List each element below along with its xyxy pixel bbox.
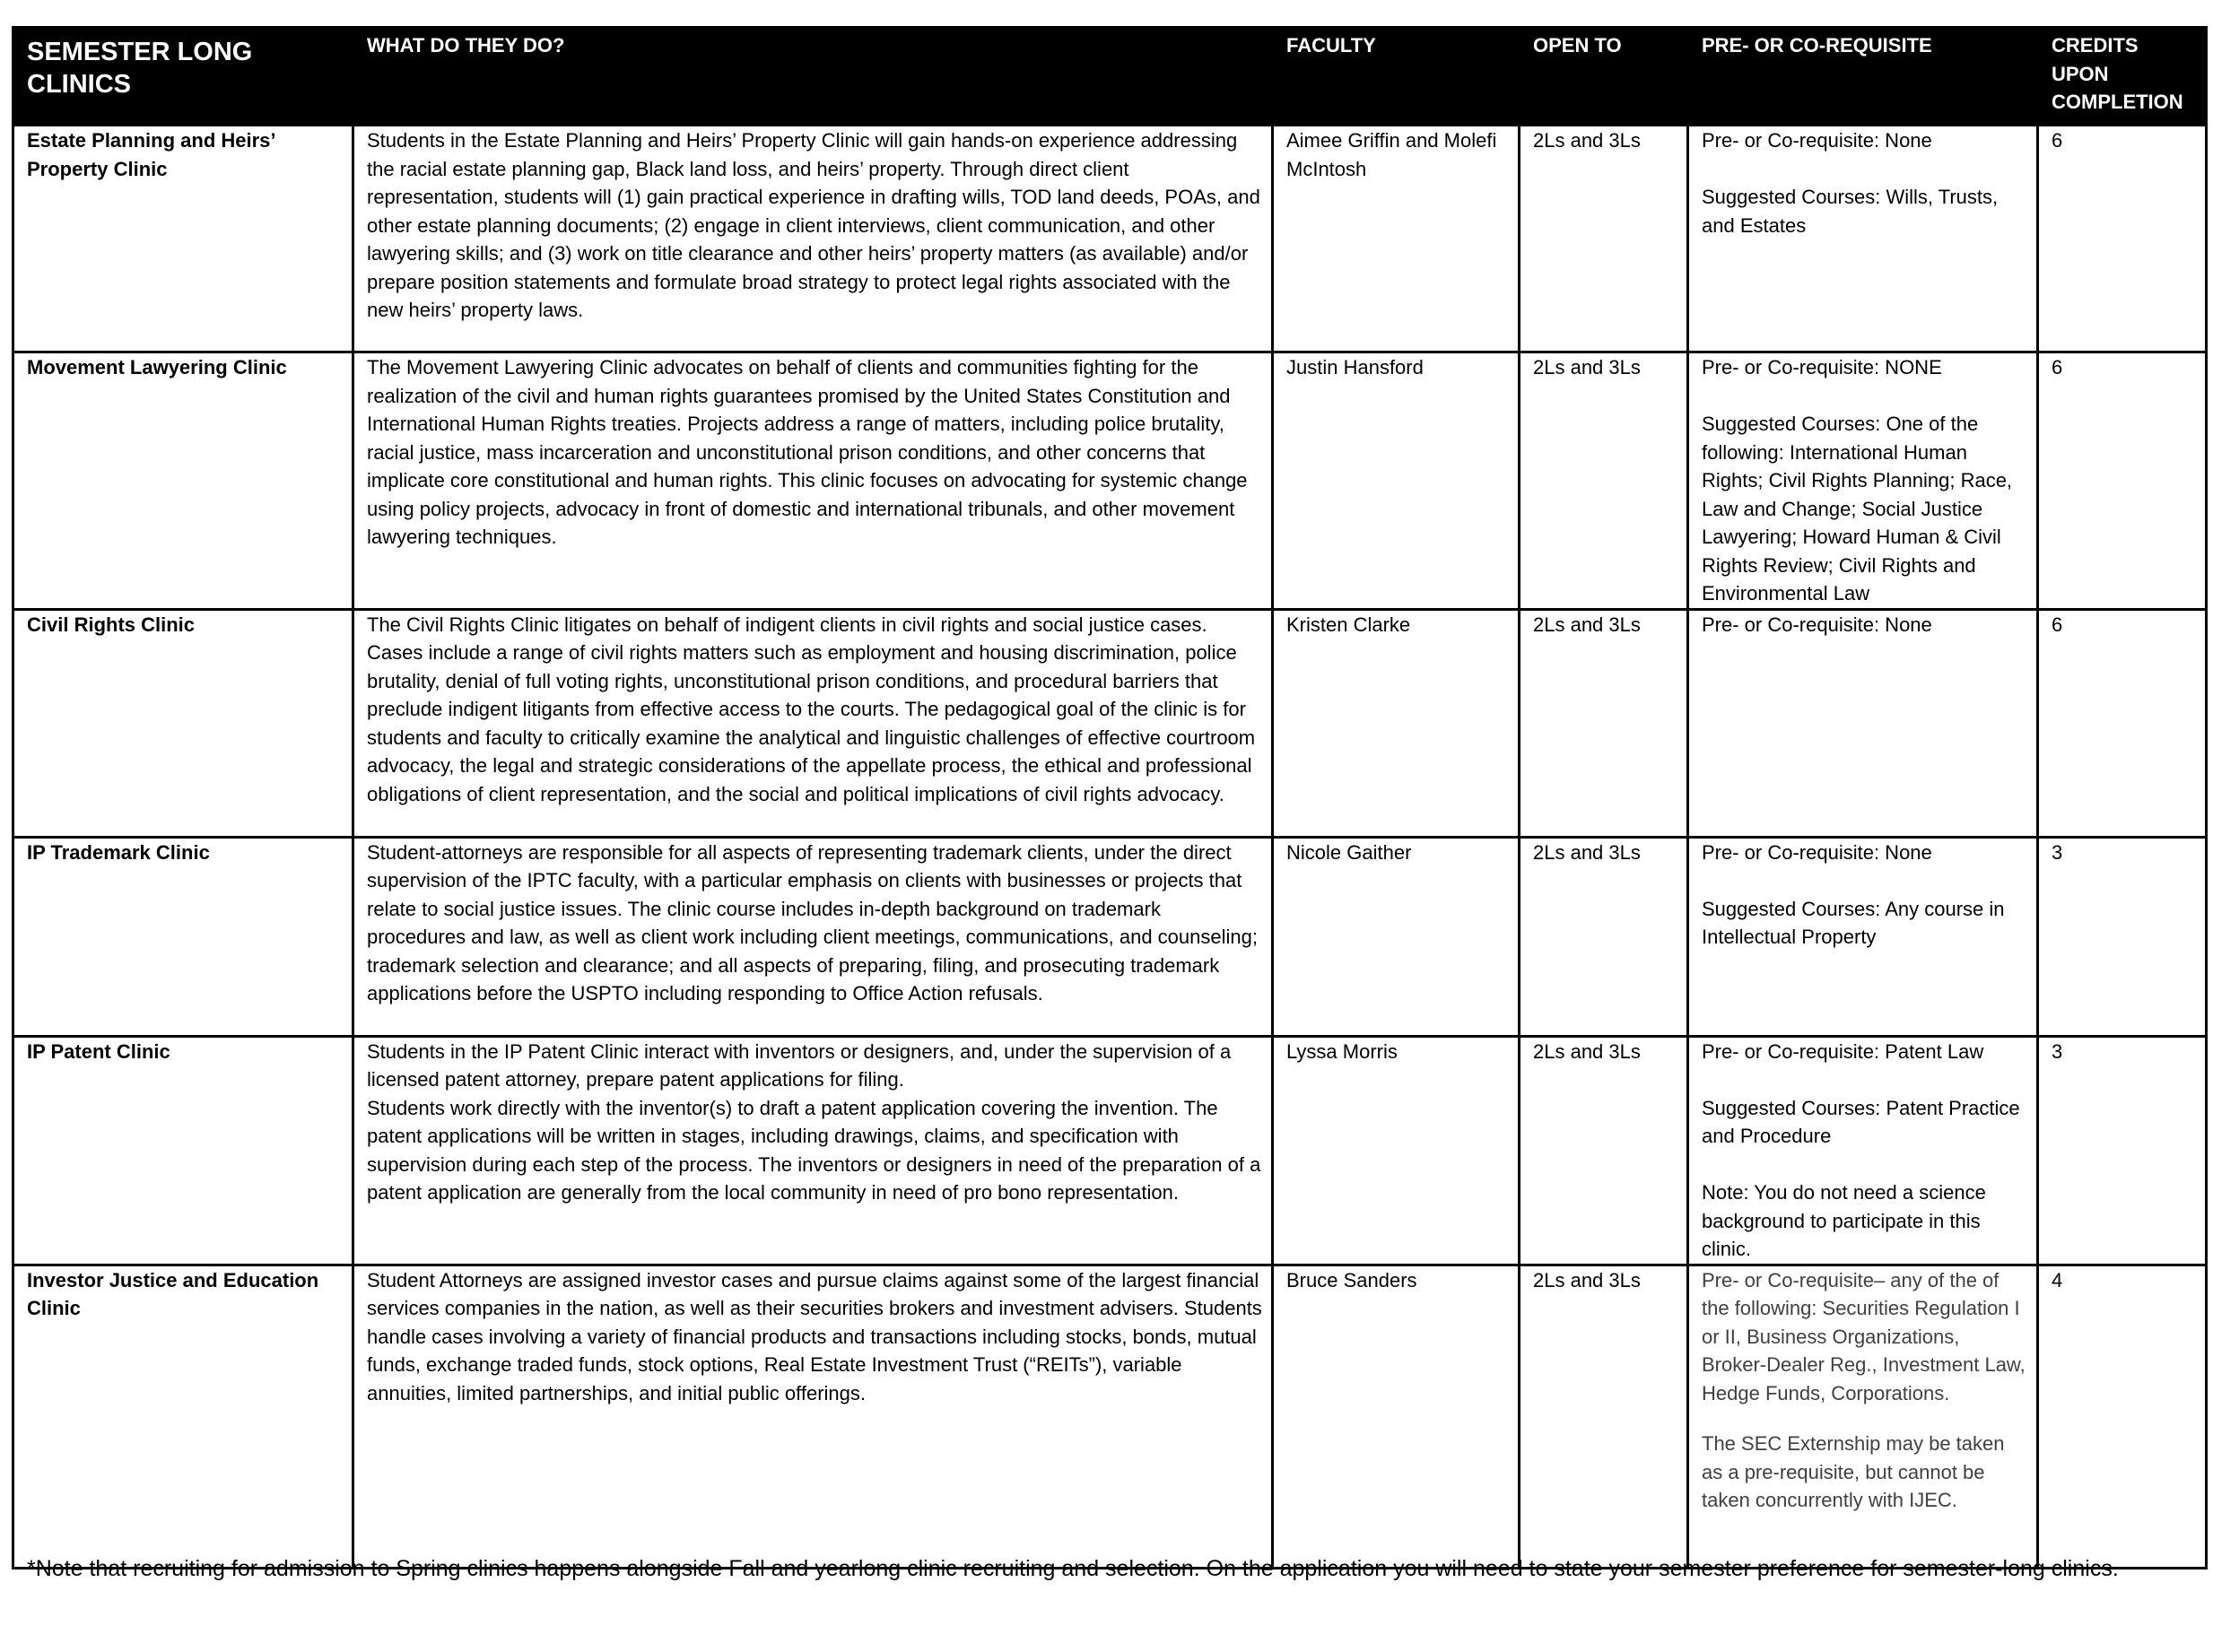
clinic-description: Student Attorneys are assigned investor cases and pursue claims against some of the largest financial services companies in the nation, as well as their securities brokers and investment advisers. Students handle cases involving a variety of financial products and transactions including stocks, bonds, mutual funds, exchange traded funds, stock options, Real Estate Investment Trust (“REITs”), variable annuities, limited partnerships, and initial public offerings.	[353, 1265, 1273, 1568]
header-credits: CREDITS UPON COMPLETION	[2038, 28, 2207, 126]
clinic-faculty: Justin Hansford	[1273, 352, 1520, 610]
clinic-faculty: Lyssa Morris	[1273, 1036, 1520, 1265]
clinic-credits: 6	[2038, 126, 2207, 352]
prereq-text: Pre- or Co-requisite: Patent Law	[1702, 1039, 1984, 1063]
prereq-text: Pre- or Co-requisite– any of the of the following: Securities Regulation I or II, Business Organizations, Broker-Dealer Reg., Investment Law, Hedge Funds, Corporations.	[1702, 1268, 2026, 1404]
clinic-prereq	[1688, 1265, 2038, 1568]
clinic-prereq	[1688, 609, 2038, 837]
clinics-table	[12, 26, 2208, 1569]
clinic-description: The Movement Lawyering Clinic advocates on behalf of clients and communities fighting for the realization of the civil and human rights guarantees promised by the United States Constitution and International Human Rights treaties. Projects address a range of matters, including police brutality, racial justice, mass incarceration and unconstitutional prison conditions, and other concerns that implicate core constitutional and human rights. This clinic focuses on advocating for systemic change using policy projects, advocacy in front of domestic and international tribunals, and other movement lawyering techniques.	[353, 352, 1273, 610]
clinic-prereq	[1688, 126, 2038, 352]
footnote: *Note that recruiting for admission to Spring clinics happens alongside Fall and yearlong clinic recruiting and selection. On the application you will need to state your semester preference for semester-long clinics.	[27, 1556, 2119, 1581]
header-title: SEMESTER LONG CLINICS	[13, 28, 353, 126]
table-row	[13, 609, 2207, 837]
clinic-open-to: 2Ls and 3Ls	[1520, 352, 1688, 610]
clinic-open-to: 2Ls and 3Ls	[1520, 609, 1688, 837]
suggested-courses: Suggested Courses: Any course in Intellectual Property	[1702, 897, 2005, 948]
suggested-courses: Suggested Courses: One of the following: International Human Rights; Civil Rights Planning; Race, Law and Change; Social Justice Lawyering; Howard Human & Civil Rights Review; Civil Rights and Environmental Law	[1702, 413, 2013, 604]
clinic-credits: 6	[2038, 609, 2207, 837]
clinic-faculty: Bruce Sanders	[1273, 1265, 1520, 1568]
prereq-text: Pre- or Co-requisite: None	[1702, 129, 1932, 152]
prereq-text: Pre- or Co-requisite: None	[1702, 613, 1932, 636]
clinics-document	[12, 26, 2205, 1569]
clinic-name: IP Patent Clinic	[13, 1036, 353, 1265]
clinic-credits: 3	[2038, 1036, 2207, 1265]
clinic-credits: 3	[2038, 837, 2207, 1036]
clinic-faculty: Kristen Clarke	[1273, 609, 1520, 837]
clinic-credits: 4	[2038, 1265, 2207, 1568]
clinic-name: IP Trademark Clinic	[13, 837, 353, 1036]
prereq-text: Pre- or Co-requisite: NONE	[1702, 356, 1942, 378]
suggested-courses: The SEC Externship may be taken as a pre-requisite, but cannot be taken concurrently with IJEC.	[1702, 1432, 2005, 1511]
suggested-courses: Suggested Courses: Patent Practice and Procedure	[1702, 1096, 2020, 1147]
clinic-description: Student-attorneys are responsible for all aspects of representing trademark clients, under the direct supervision of the IPTC faculty, with a particular emphasis on clients with businesses or projects that relate to social justice issues. The clinic course includes in-depth background on trademark procedures and law, as well as client work including client meetings, communications, and counseling; trademark selection and clearance; and all aspects of preparing, filing, and prosecuting trademark applications before the USPTO including responding to Office Action refusals.	[353, 837, 1273, 1036]
clinic-name: Investor Justice and Education Clinic	[13, 1265, 353, 1568]
clinic-faculty: Nicole Gaither	[1273, 837, 1520, 1036]
suggested-courses: Suggested Courses: Wills, Trusts, and Estates	[1702, 186, 1999, 237]
table-row	[13, 837, 2207, 1036]
clinic-description: Students in the Estate Planning and Heirs’ Property Clinic will gain hands-on experience addressing the racial estate planning gap, Black land loss, and heirs’ property. Through direct client representation, students will (1) gain practical experience in drafting wills, TOD land deeds, POAs, and other estate planning documents; (2) engage in client interviews, client communication, and other lawyering skills; and (3) work on title clearance and other heirs’ property matters (as available) and/or prepare position statements and formulate broad strategy to protect legal rights associated with the new heirs’ property laws.	[353, 126, 1273, 352]
table-row	[13, 352, 2207, 610]
clinic-name: Movement Lawyering Clinic	[13, 352, 353, 610]
header-what-they-do: WHAT DO THEY DO?	[353, 28, 1273, 126]
clinic-description: The Civil Rights Clinic litigates on behalf of indigent clients in civil rights and social justice cases. Cases include a range of civil rights matters such as employment and housing discrimination, police brutality, denial of full voting rights, unconstitutional prison conditions, and procedural barriers that preclude indigent litigants from effective access to the courts. The pedagogical goal of the clinic is for students and faculty to critically examine the analytical and linguistic challenges of effective courtroom advocacy, the legal and strategic considerations of the appellate process, the ethical and professional obligations of client representation, and the social and political implications of civil rights advocacy.	[353, 609, 1273, 837]
clinic-prereq	[1688, 837, 2038, 1036]
clinic-name	[13, 126, 353, 352]
header-open-to: OPEN TO	[1520, 28, 1688, 126]
header-prereq: PRE- OR CO-REQUISITE	[1688, 28, 2038, 126]
clinic-open-to: 2Ls and 3Ls	[1520, 126, 1688, 352]
clinic-faculty: Aimee Griffin and Molefi McIntosh	[1273, 126, 1520, 352]
clinic-open-to: 2Ls and 3Ls	[1520, 837, 1688, 1036]
clinic-open-to: 2Ls and 3Ls	[1520, 1265, 1688, 1568]
clinic-name-text: Estate Planning and Heirs’ Property Clinic	[27, 129, 276, 180]
table-row	[13, 1265, 2207, 1568]
clinic-open-to: 2Ls and 3Ls	[1520, 1036, 1688, 1265]
table-row	[13, 126, 2207, 352]
prereq-text: Pre- or Co-requisite: None	[1702, 840, 1932, 864]
clinic-name: Civil Rights Clinic	[13, 609, 353, 837]
table-row	[13, 1036, 2207, 1265]
clinic-prereq	[1688, 352, 2038, 610]
table-header-row	[13, 28, 2207, 126]
clinic-description: Students in the IP Patent Clinic interact with inventors or designers, and, under the supervision of a licensed patent attorney, prepare patent applications for filing. Students work directly with the inventor(s) to draft a patent application covering the invention. The patent applications will be written in stages, including drawings, claims, and specification with supervision during each step of the process. The inventors or designers in need of the preparation of a patent application are generally from the local community in need of pro bono representation.	[353, 1036, 1273, 1265]
clinic-prereq	[1688, 1036, 2038, 1265]
clinic-credits: 6	[2038, 352, 2207, 610]
header-faculty: FACULTY	[1273, 28, 1520, 126]
prereq-note: Note: You do not need a science background to participate in this clinic.	[1702, 1181, 1986, 1260]
